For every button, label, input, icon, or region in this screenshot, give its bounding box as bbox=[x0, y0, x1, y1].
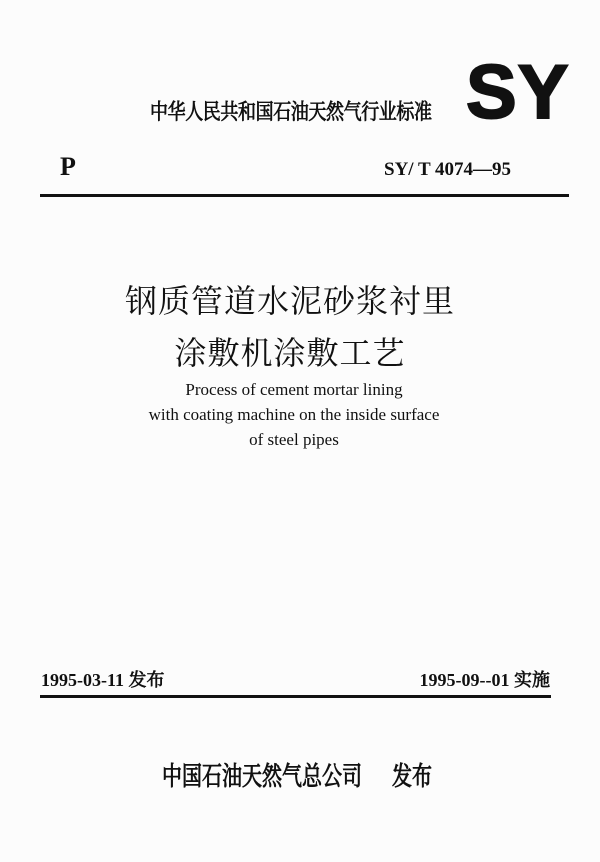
issuer-line bbox=[162, 760, 432, 792]
title-chinese-line-2: 涂敷机涂敷工艺 bbox=[174, 334, 406, 372]
classification-code: P bbox=[60, 152, 76, 181]
title-english-line-3: of steel pipes bbox=[249, 430, 339, 449]
sy-logo: SY bbox=[466, 50, 570, 135]
issuer-action: 发布 bbox=[392, 760, 432, 792]
title-chinese-line-1: 钢质管道水泥砂浆衬里 bbox=[124, 282, 455, 320]
issue-date bbox=[41, 668, 165, 692]
title-english-line-2: with coating machine on the inside surface bbox=[148, 405, 440, 424]
issue-date-value: 1995-03-11 bbox=[41, 670, 124, 690]
standard-category-heading: 中华人民共和国石油天然气行业标准 bbox=[150, 99, 432, 125]
effective-date bbox=[420, 668, 550, 692]
effective-date-value: 1995-09--01 bbox=[419, 670, 510, 690]
issue-date-label: 发布 bbox=[128, 670, 165, 690]
title-english-line-1: Process of cement mortar lining bbox=[185, 380, 403, 399]
header-divider bbox=[40, 194, 569, 197]
footer-divider bbox=[40, 695, 551, 698]
title-english bbox=[94, 377, 494, 452]
standard-number: SY/ T 4074—95 bbox=[384, 159, 512, 180]
effective-date-label: 实施 bbox=[514, 670, 550, 690]
issuer-name: 中国石油天然气总公司 bbox=[162, 760, 362, 792]
